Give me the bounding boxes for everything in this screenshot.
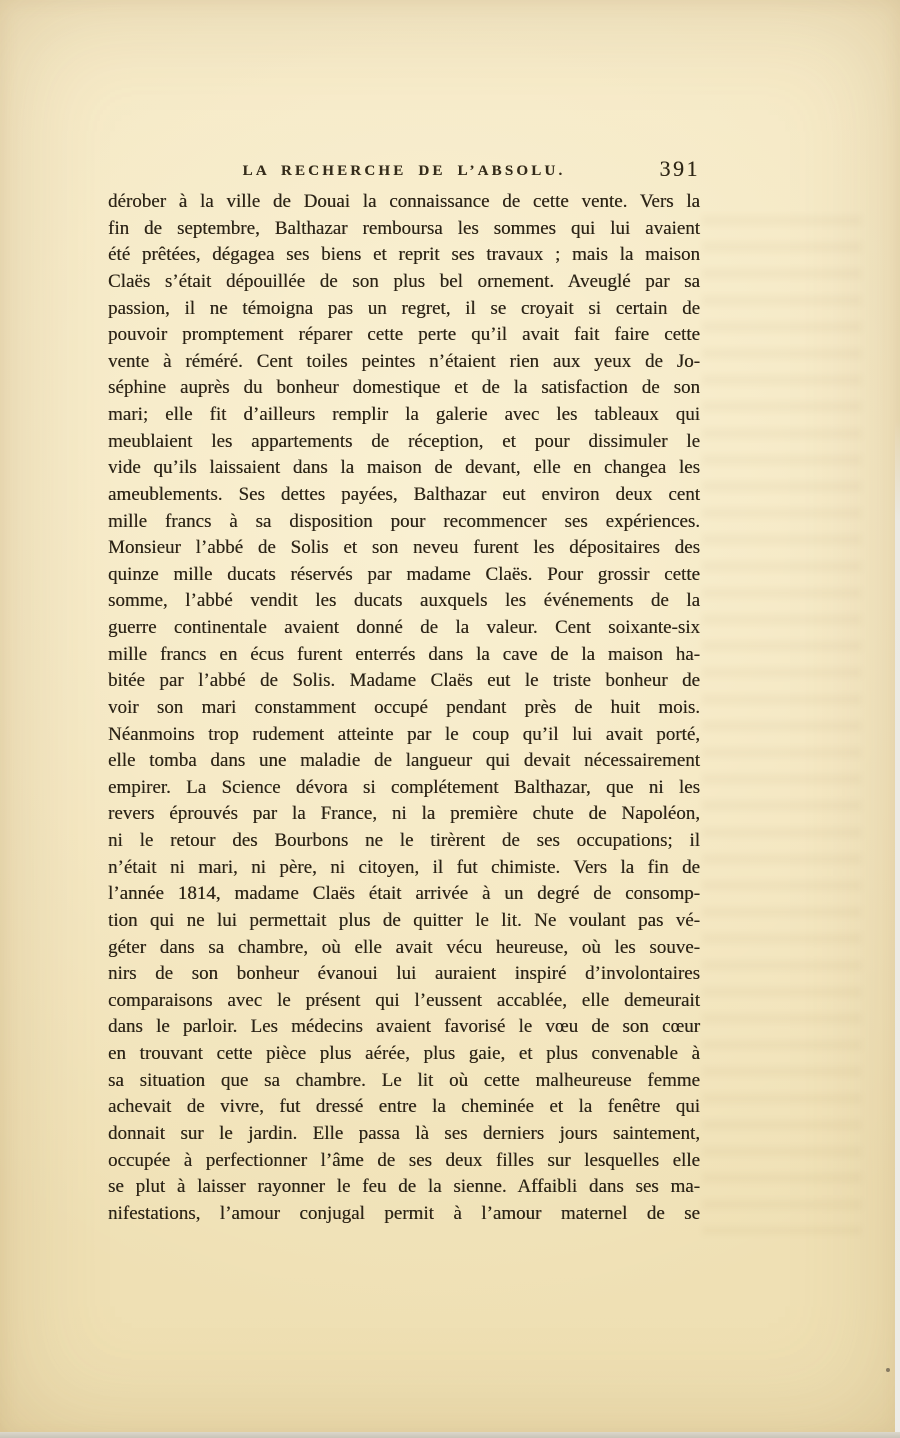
text-line: tion qui ne lui permettait plus de quitter le lit. Ne voulant pas vé-: [108, 909, 700, 931]
text-line: mille francs à sa disposition pour recommencer ses expériences.: [108, 510, 700, 532]
text-line: vente à réméré. Cent toiles peintes n’étaient rien aux yeux de Jo-: [108, 350, 700, 372]
text-line: l’année 1814, madame Claës était arrivée à un degré de consomp-: [108, 883, 700, 905]
text-line: revers éprouvés par la France, ni la première chute de Napoléon,: [108, 803, 700, 825]
text-line: occupée à perfectionner l’âme de ses deux filles sur lesquelles elle: [108, 1149, 700, 1171]
text-line: séphine auprès du bonheur domestique et de la satisfaction de son: [108, 377, 700, 399]
text-line: nirs de son bonheur évanoui lui auraient inspiré d’involontaires: [108, 963, 700, 985]
text-line: géter dans sa chambre, où elle avait vécu heureuse, où les souve-: [108, 936, 700, 958]
text-line: empirer. La Science dévora si complétement Balthazar, que ni les: [108, 776, 700, 798]
text-line: somme, l’abbé vendit les ducats auxquels les événements de la: [108, 590, 700, 612]
text-line: guerre continentale avaient donné de la valeur. Cent soixante-six: [108, 617, 700, 638]
text-line: fin de septembre, Balthazar remboursa les sommes qui lui avaient: [108, 217, 700, 239]
text-line: achevait de vivre, fut dressé entre la cheminée et la fenêtre qui: [108, 1096, 700, 1118]
verso-show-through: [702, 215, 862, 1235]
text-line: ni le retour des Bourbons ne le tirèrent de ses occupations; il: [108, 830, 700, 851]
text-line: meublaient les appartements de réception, et pour dissimuler le: [108, 430, 700, 452]
text-line: mille francs en écus furent enterrés dans la cave de la maison ha-: [108, 643, 700, 665]
text-line: Néanmoins trop rudement atteinte par le coup qu’il lui avait porté,: [108, 723, 700, 745]
running-header-title: LA RECHERCHE DE L’ABSOLU.: [242, 163, 566, 179]
text-line: nifestations, l’amour conjugal permit à l’amour maternel de se: [108, 1202, 700, 1224]
text-line: donnait sur le jardin. Elle passa là ses derniers jours saintement,: [108, 1122, 700, 1144]
text-line: elle tomba dans une maladie de langueur qui devait nécessairement: [108, 750, 700, 772]
text-line: dans le parloir. Les médecins avaient favorisé le vœu de son cœur: [108, 1016, 700, 1038]
text-line: sa situation que sa chambre. Le lit où cette malheureuse femme: [108, 1069, 700, 1091]
text-line: en trouvant cette pièce plus aérée, plus gaie, et plus convenable à: [108, 1043, 700, 1064]
text-line: passion, il ne témoigna pas un regret, il se croyait si certain de: [108, 297, 700, 319]
text-line: pouvoir promptement réparer cette perte qu’il avait fait faire cette: [108, 324, 700, 346]
page-text: [108, 189, 700, 1227]
running-header: [108, 158, 700, 188]
text-line: bitée par l’abbé de Solis. Madame Claës eut le triste bonheur de: [108, 670, 700, 692]
text-line: ameublements. Ses dettes payées, Balthazar eut environ deux cent: [108, 483, 700, 505]
text-line: dérober à la ville de Douai la connaissance de cette vente. Vers la: [108, 191, 700, 212]
text-line: vide qu’ils laissaient dans la maison de devant, elle en changea les: [108, 457, 700, 479]
text-line: voir son mari constamment occupé pendant près de huit mois.: [108, 696, 700, 718]
text-line: se plut à laisser rayonner le feu de la sienne. Affaibli dans ses ma-: [108, 1176, 700, 1198]
text-line: quinze mille ducats réservés par madame Claës. Pour grossir cette: [108, 563, 700, 585]
paper-speck: [886, 1368, 890, 1372]
page-number: 391: [659, 156, 700, 181]
text-line: comparaisons avec le présent qui l’eussent accablée, elle demeurait: [108, 989, 700, 1011]
text-line: Claës s’était dépouillée de son plus bel ornement. Aveuglé par sa: [108, 270, 700, 292]
text-line: été prêtées, dégagea ses biens et reprit ses travaux ; mais la maison: [108, 244, 700, 266]
text-line: n’était ni mari, ni père, ni citoyen, il fut chimiste. Vers la fin de: [108, 856, 700, 878]
page-bottom-edge: [0, 1432, 900, 1438]
text-line: mari; elle fit d’ailleurs remplir la galerie avec les tableaux qui: [108, 404, 700, 425]
text-line: Monsieur l’abbé de Solis et son neveu furent les dépositaires des: [108, 537, 700, 559]
page-right-edge: [895, 420, 900, 1438]
